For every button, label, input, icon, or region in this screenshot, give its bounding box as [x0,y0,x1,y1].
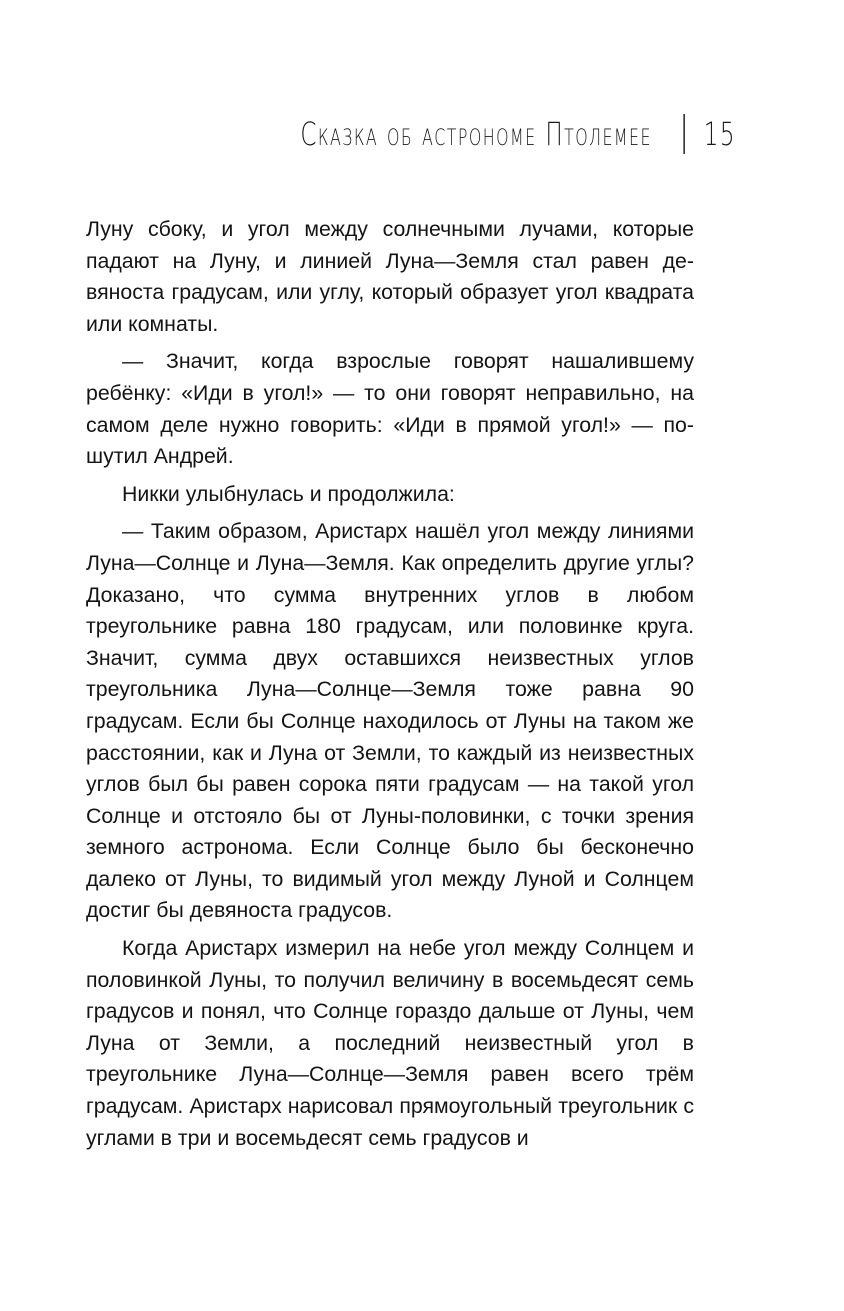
paragraph-nikki-smiled: Никки улыбнулась и продолжила: [122,481,455,506]
running-head [300,112,736,156]
running-title: Сказка об астрономе Птолемее [300,115,652,153]
page-number: 15 [703,115,736,153]
paragraph-continued: Луну сбоку, и угол между солнечными лучами, которые падают на Луну, и линией Луна—Земля стал равен девяноста градусам, или углу, который образует угол квадрата или комнаты. [86,217,694,336]
body-text [86,214,694,1160]
paragraph-dialogue-nikki: — Таким образом, Аристарх нашёл угол между линиями Луна—Солнце и Луна—Земля. Как определить другие углы? Доказано, что сумма внутренних углов в любом треугольнике равна 180 градусам, или половинке круга. Значит, сумма двух оставшихся неизвестных углов треугольника Луна—Солнце—Земля тоже равна 90 градусам. Если бы Солнце находилось от Луны на таком же расстоянии, как и Луна от Земли, то каждый из неизвестных углов был бы равен сорока пяти градусам — на такой угол Солнце и отстояло бы от Луны-половинки, с точки зрения земного астронома. Если Солнце было бы бесконечно далеко от Луны, то видимый угол между Луной и Солнцем достиг бы девяноста градусов. [86,519,694,923]
header-divider [684,114,685,154]
paragraph-dialogue-andrey: — Значит, когда взрослые говорят нашалившему ребёнку: «Иди в угол!» — то они говорят неправильно, на самом деле нужно говорить: «Иди в прямой угол!» — пошутил Андрей. [86,349,694,469]
paragraph-aristarchus-measured: Когда Аристарх измерил на небе угол между Солнцем и половинкой Луны, то получил величину в восемьдесят семь градусов и понял, что Солнце гораздо дальше от Луны, чем Луна от Земли, а последний неизвестный угол в треугольнике Луна—Солнце—Земля равен всего трём градусам. Аристарх нарисовал прямоугольный треугольник с углами в три и восемьдесят семь градусов и [86,936,694,1150]
